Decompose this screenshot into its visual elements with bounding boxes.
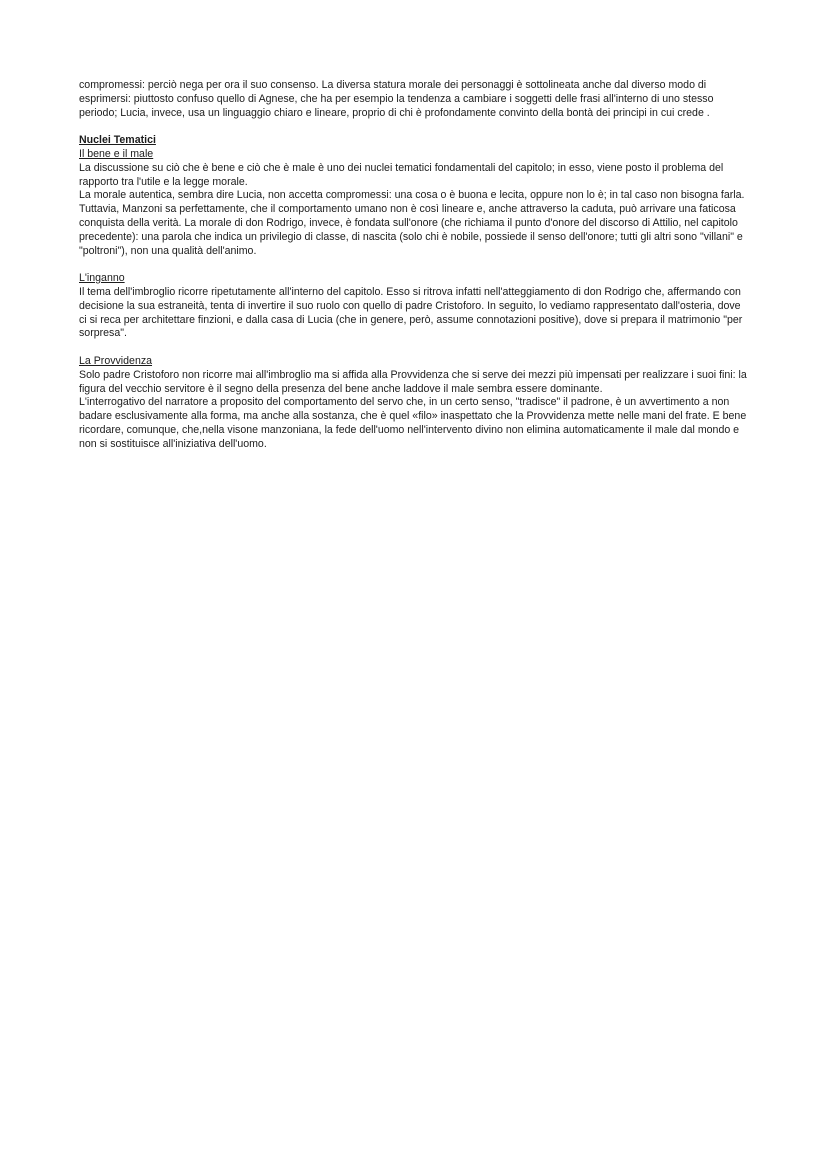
provvidenza-paragraph-2: L'interrogativo del narratore a proposito del comportamento del servo che, in un certo senso, "tradisce" il padrone, è un avvertimento a non badare esclusivamente alla forma, ma anche alla sostanza, che è quel «filo» inaspettato che la Provvidenza mette nelle mani del frate. E bene ricordare, comunque, che,nella visone manzoniana, la fede dell'uomo nell'intervento divino non elimina automaticamente il male dal mondo e non si sostituisce all'iniziativa dell'uomo. xyxy=(79,396,747,450)
bene-male-paragraph-1: La discussione su ciò che è bene e ciò che è male è uno dei nuclei tematici fondamentali del capitolo; in esso, viene posto il problema del rapporto tra l'utile e la legge morale. xyxy=(79,161,724,188)
subsection-title-bene-male: Il bene e il male xyxy=(79,147,154,160)
inganno-section xyxy=(79,272,751,341)
provvidenza-section xyxy=(79,355,751,452)
section-title: Nuclei Tematici xyxy=(79,134,156,147)
provvidenza-paragraph-1: Solo padre Cristoforo non ricorre mai all'imbroglio ma si affida alla Provvidenza che si serve dei mezzi più impensati per realizzare i suoi fini: la figura del vecchio servitore è il segno della presenza del bene anche laddove il male sembra essere dominante. xyxy=(79,368,747,395)
document-page xyxy=(79,79,751,452)
subsection-title-provvidenza: La Provvidenza xyxy=(79,354,153,367)
nuclei-tematici-section xyxy=(79,134,751,258)
subsection-title-inganno: L'inganno xyxy=(79,272,125,285)
inganno-paragraph-1: Il tema dell'imbroglio ricorre ripetutamente all'interno del capitolo. Esso si ritrova infatti nell'atteggiamento di don Rodrigo che, affermando con decisione la sua estraneità, tenta di invertire il suo ruolo con quello di padre Cristoforo. In seguito, lo vediamo rappresentato dall'osteria, dove ci si reca per architettare finzioni, e dalla casa di Lucia (che in genere, però, assume connotazioni positive), dove si prepara il matrimonio "per sorpresa". xyxy=(79,285,743,340)
bene-male-paragraph-2: La morale autentica, sembra dire Lucia, non accetta compromessi: una cosa o è buona e lecita, oppure non lo è; in tal caso non bisogna farla. Tuttavia, Manzoni sa perfettamente, che il comportamento umano non è così lineare e, anche attraverso la caduta, può arrivare una faticosa conquista della verità. La morale di don Rodrigo, invece, è fondata sull'onore (che richiama il punto d'onore del discorso di Attilio, nel capitolo precedente): una parola che indica un privilegio di classe, di nascita (solo chi è nobile, possiede il senso dell'onore; tutti gli altri sono "villani" e "poltroni"), non una qualità dell'animo. xyxy=(79,189,745,257)
intro-paragraph: compromessi: perciò nega per ora il suo consenso. La diversa statura morale dei personaggi è sottolineata anche dal diverso modo di esprimersi: piuttosto confuso quello di Agnese, che ha per esempio la tendenza a cambiare i soggetti delle frasi all'interno di uno stesso periodo; Lucia, invece, usa un linguaggio chiaro e lineare, proprio di chi è profondamente convinto della bontà dei principi in cui crede . xyxy=(79,79,714,119)
